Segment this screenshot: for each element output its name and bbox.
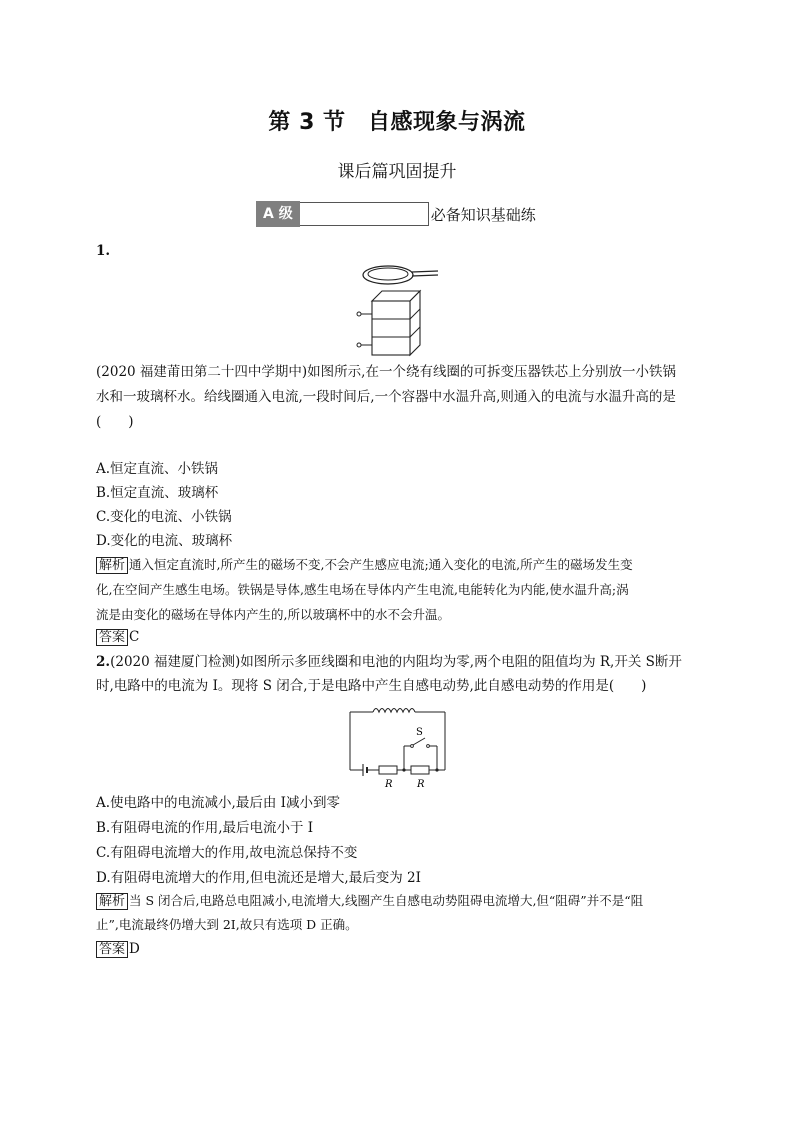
question-2-circuit xyxy=(345,700,455,792)
explanation-tag: 解析 xyxy=(96,893,128,910)
question-2-explanation-line-1 xyxy=(96,888,706,914)
resistor-right xyxy=(411,766,429,774)
switch-label: S xyxy=(416,727,423,738)
core-side-face xyxy=(410,291,420,355)
pan-handle-bottom xyxy=(412,275,438,276)
question-1-answer xyxy=(96,626,139,649)
page-subtitle: 课后篇巩固提升 xyxy=(337,162,457,182)
question-2-option-d: D.有阻碍电流增大的作用,但电流还是增大,最后变为 2I xyxy=(96,870,421,886)
question-2-answer xyxy=(96,938,140,961)
pan-inner xyxy=(368,268,408,280)
terminal-top xyxy=(357,312,361,316)
question-1-text-line-1: (2020 福建莆田第二十四中学期中)如图所示,在一个绕有线圈的可拆变压器铁芯上分别放一小铁锅 xyxy=(96,364,676,380)
level-label: 必备知识基础练 xyxy=(430,205,536,224)
question-1-explanation-line-3: 流是由变化的磁场在导体内产生的,所以玻璃杯中的水不会升温。 xyxy=(96,607,450,622)
level-blank-box xyxy=(300,202,429,226)
question-1-text-line-3: ( ) xyxy=(96,414,134,430)
switch-contact-left xyxy=(411,745,414,748)
question-1-answer-value: C xyxy=(129,629,140,645)
question-1-text-line-2: 水和一玻璃杯水。给线圈通入电流,一段时间后,一个容器中水温升高,则通入的电流与水温升高的是 xyxy=(96,389,676,405)
resistor-right-label: R xyxy=(417,779,425,790)
page-title: 第 3 节 自感现象与涡流 xyxy=(268,110,526,135)
level-header xyxy=(256,201,536,227)
question-1-explanation-line-2: 化,在空间产生感生电场。铁锅是导体,感生电场在导体内产生电流,电能转化为内能,使水温升高;涡 xyxy=(96,582,629,597)
question-1-option-a: A.恒定直流、小铁锅 xyxy=(96,461,219,477)
question-1-option-c: C.变化的电流、小铁锅 xyxy=(96,509,232,525)
resistor-left-label: R xyxy=(385,779,393,790)
inductor-coil xyxy=(373,709,415,713)
question-1-option-b: B.恒定直流、玻璃杯 xyxy=(96,485,219,501)
question-1-option-d: D.变化的电流、玻璃杯 xyxy=(96,533,233,549)
question-2-option-c: C.有阻碍电流增大的作用,故电流总保持不变 xyxy=(96,845,358,861)
level-badge: A 级 xyxy=(256,201,300,227)
question-2-explanation-line-2: 止”,电流最终仍增大到 2I,故只有选项 D 正确。 xyxy=(96,917,358,932)
resistor-left xyxy=(379,766,397,774)
explanation-tag: 解析 xyxy=(96,557,128,574)
switch-blade xyxy=(413,738,425,745)
question-2-option-b: B.有阻碍电流的作用,最后电流小于 I xyxy=(96,820,314,836)
question-2-text-1: (2020 福建厦门检测)如图所示多匝线圈和电池的内阻均为零,两个电阻的阻值均为 R,开关 S断开 xyxy=(110,654,682,670)
question-2-text-line-2: 时,电路中的电流为 I。现将 S 闭合,于是电路中产生自感电动势,此自感电动势的作用是( ) xyxy=(96,678,647,694)
question-1-explanation-line-1 xyxy=(96,552,706,578)
switch-contact-right xyxy=(427,745,430,748)
answer-tag: 答案 xyxy=(96,629,128,646)
question-2-option-a: A.使电路中的电流减小,最后由 I减小到零 xyxy=(96,795,340,811)
question-1-figure xyxy=(352,263,447,358)
question-2-text-line-1 xyxy=(96,650,706,674)
question-2-answer-value: D xyxy=(129,941,140,957)
answer-tag: 答案 xyxy=(96,941,128,958)
question-2-explanation-text-1: 当 S 闭合后,电路总电阻减小,电流增大,线圈产生自感电动势阻碍电流增大,但“阻碍”并不是“阻 xyxy=(129,893,644,908)
question-2-number: 2. xyxy=(96,654,111,670)
core-front-face xyxy=(372,301,410,355)
terminal-bottom xyxy=(357,343,361,347)
question-1-explanation-text-1: 通入恒定直流时,所产生的磁场不变,不会产生感应电流;通入变化的电流,所产生的磁场发生变 xyxy=(129,557,633,572)
question-1-number: 1. xyxy=(96,243,111,259)
pan-handle-top xyxy=(412,271,438,272)
